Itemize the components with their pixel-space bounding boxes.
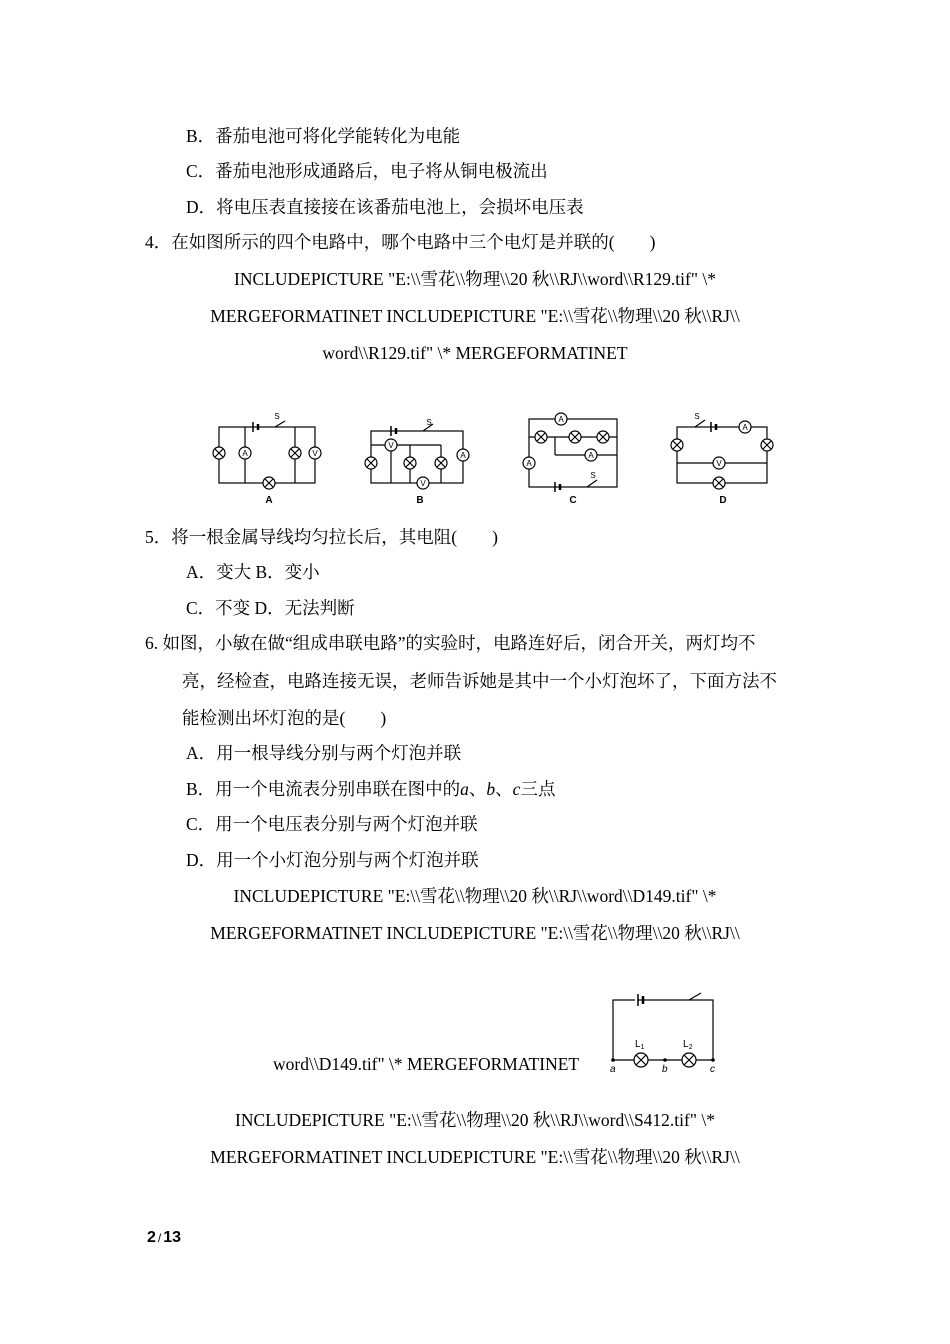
point-c-text: c <box>512 779 521 799</box>
page-number <box>147 1229 181 1247</box>
q5-options-row2: C．不变 D．无法判断 <box>186 598 355 618</box>
figure-label-d: D <box>719 495 727 506</box>
q5-stem: 5．将一根金属导线均匀拉长后，其电阻( ) <box>145 527 498 547</box>
circuit-c-ammeter-mark: A <box>558 415 564 424</box>
circuit-d-switch-mark: S <box>694 412 700 421</box>
lamp-l1-label: $L_1$ <box>635 1039 645 1051</box>
q6-option-b-suffix: 三点 <box>520 779 556 799</box>
lamp-l2-label: $L_2$ <box>683 1039 693 1051</box>
q3-option-b: B．番茄电池可将化学能转化为电能 <box>186 126 461 146</box>
q6-option-a: A．用一根导线分别与两个灯泡并联 <box>186 743 462 763</box>
next-field-code-2: MERGEFORMATINET INCLUDEPICTURE "E:\\雪花\\物理\\20 秋\\RJ\\ <box>210 1147 740 1167</box>
circuit-a-voltmeter-mark: V <box>312 449 318 458</box>
circuit-c-ammeter2-mark: A <box>588 451 594 460</box>
q6-option-b-sep1: 、 <box>468 779 487 799</box>
q4-field-code-2: MERGEFORMATINET INCLUDEPICTURE "E:\\雪花\\物理\\20 秋\\RJ\\ <box>210 306 740 326</box>
circuit-b-switch-mark: S <box>426 418 432 427</box>
point-b-text: b <box>486 779 496 799</box>
q5-options-row1: A．变大 B．变小 <box>186 562 320 582</box>
q6-field-code-3: word\\D149.tif" \* MERGEFORMATINET <box>273 1054 580 1074</box>
q6-field-code-1: INCLUDEPICTURE "E:\\雪花\\物理\\20 秋\\RJ\\word\\D149.tif" \* <box>233 886 717 906</box>
q3-option-d: D．将电压表直接接在该番茄电池上，会损坏电压表 <box>186 197 584 217</box>
q6-field-code-2: MERGEFORMATINET INCLUDEPICTURE "E:\\雪花\\物理\\20 秋\\RJ\\ <box>210 923 740 943</box>
circuit-a <box>213 421 321 489</box>
q6-series-circuit-figure <box>605 990 725 1075</box>
q4-field-code-3: word\\R129.tif" \* MERGEFORMATINET <box>322 343 628 363</box>
next-field-code-1: INCLUDEPICTURE "E:\\雪花\\物理\\20 秋\\RJ\\word\\S412.tif" \* <box>235 1110 715 1130</box>
point-c-label: c <box>710 1064 715 1075</box>
circuit-b <box>365 424 469 489</box>
figure-label-a: A <box>265 495 273 506</box>
page-separator: / <box>157 1231 162 1245</box>
q4-field-code-1: INCLUDEPICTURE "E:\\雪花\\物理\\20 秋\\RJ\\word\\R129.tif" \* <box>234 269 716 289</box>
page-total: 13 <box>163 1229 182 1246</box>
q6-option-c: C．用一个电压表分别与两个灯泡并联 <box>186 814 478 834</box>
circuit-d-ammeter-mark: A <box>742 423 748 432</box>
point-a-text: a <box>460 779 469 799</box>
circuit-c-switch-mark: S <box>590 471 596 480</box>
figure-label-c: C <box>569 495 577 506</box>
q6-option-b <box>186 778 555 800</box>
page-current: 2 <box>147 1229 156 1246</box>
q6-stem-line1: 6. 如图，小敏在做“组成串联电路”的实验时，电路连好后，闭合开关，两灯均不 <box>145 633 756 653</box>
circuit-d-voltmeter-mark: V <box>716 459 722 468</box>
circuit-b-ammeter-mark: A <box>460 451 466 460</box>
circuit-c <box>523 413 617 492</box>
q6-stem-line2: 亮，经检查，电路连接无误，老师告诉她是其中一个小灯泡坏了，下面方法不 <box>182 671 777 691</box>
q4-stem: 4．在如图所示的四个电路中，哪个电路中三个电灯是并联的( ) <box>145 232 656 252</box>
q6-option-b-prefix: B．用一个电流表分别串联在图中的 <box>186 779 461 799</box>
q3-option-c: C．番茄电池形成通路后，电子将从铜电极流出 <box>186 161 548 181</box>
circuit-c-ammeter3-mark: A <box>526 459 532 468</box>
q6-stem-line3: 能检测出坏灯泡的是( ) <box>182 708 387 728</box>
q4-circuit-figure <box>205 405 795 510</box>
figure-label-b: B <box>416 495 424 506</box>
circuit-a-ammeter-mark: A <box>242 449 248 458</box>
q6-option-d: D．用一个小灯泡分别与两个灯泡并联 <box>186 850 479 870</box>
circuit-d <box>671 420 773 489</box>
point-b-label: b <box>662 1064 668 1075</box>
circuit-b-voltmeter2-mark: V <box>420 479 426 488</box>
q6-option-b-sep2: 、 <box>495 779 513 799</box>
circuit-a-switch-mark: S <box>274 412 280 421</box>
point-a-label: a <box>610 1064 616 1075</box>
circuit-b-voltmeter-mark: V <box>388 441 394 450</box>
